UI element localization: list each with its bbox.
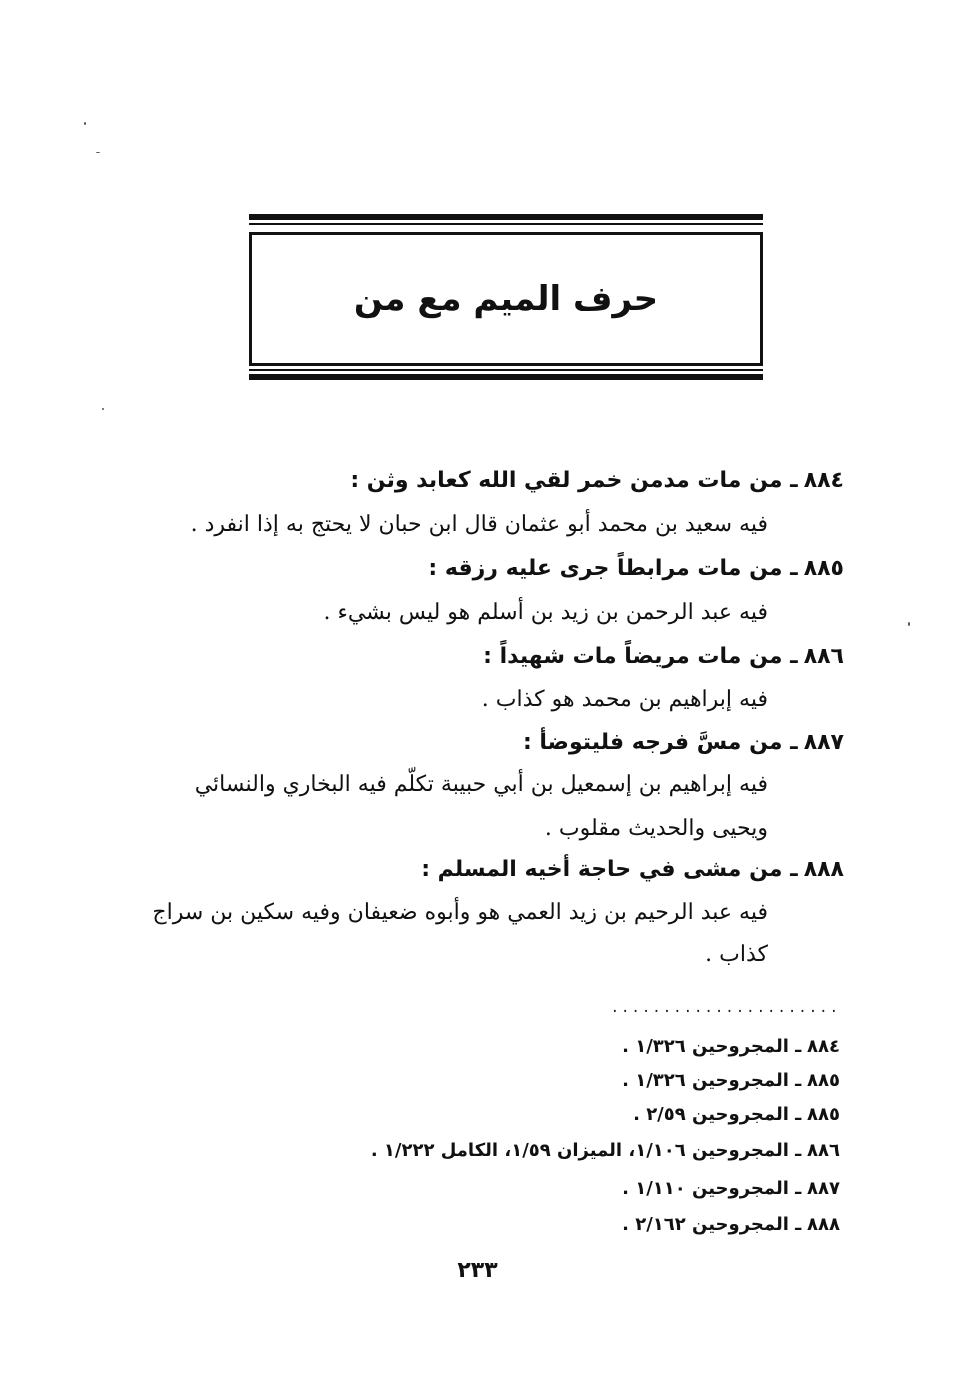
bottom-rule-thick (249, 374, 763, 380)
entry-number: ٨٨٧ (803, 730, 844, 755)
entry-body-line: فيه سعيد بن محمد أبو عثمان قال ابن حبان لا يحتج به إذا انفرد . (190, 512, 768, 537)
footnote-number: ٨٨٦ (807, 1140, 840, 1161)
footnote (622, 1034, 840, 1060)
top-rule-thick (249, 214, 763, 220)
entry-heading (523, 726, 844, 760)
entry-body-line: فيه إبراهيم بن محمد هو كذاب . (481, 687, 768, 712)
footnote-text: ـ المجروحين ١/٣٢٦ . (622, 1036, 802, 1057)
title-frame (249, 232, 763, 366)
entry-number: ٨٨٥ (803, 556, 844, 581)
bottom-rule-thin (249, 369, 763, 371)
footnote (622, 1068, 840, 1094)
entry-heading-text: من مسَّ فرجه فليتوضأ : (522, 730, 783, 755)
footnote-separator: ...................... (610, 1000, 840, 1016)
scan-speck (84, 122, 86, 125)
footnote (622, 1212, 840, 1238)
entry-number: ٨٨٦ (803, 644, 844, 669)
entry-heading-text: من مات مريضاً مات شهيداً : (483, 644, 783, 669)
entry-heading-text: من مات مرابطاً جرى عليه رزقه : (428, 556, 783, 581)
footnote-text: ـ المجروحين ١/١٠٦، الميزان ١/٥٩، الكامل ١/٢٢٢ . (370, 1140, 802, 1161)
footnote-number: ٨٨٨ (807, 1214, 840, 1235)
footnote-number: ٨٨٥ (807, 1104, 840, 1125)
footnote (371, 1138, 840, 1164)
section-title: حرف الميم مع من (353, 279, 659, 319)
entry-number: ٨٨٤ (803, 468, 844, 493)
entry-heading (421, 853, 844, 887)
entry-body-line: فيه إبراهيم بن إسمعيل بن أبي حبيبة تكلّم فيه البخاري والنسائي (194, 772, 768, 797)
entry-heading-text: من مات مدمن خمر لقي الله كعابد وثن : (350, 468, 783, 493)
top-rule-thin (249, 223, 763, 225)
scan-speck (96, 152, 100, 153)
footnote (633, 1102, 840, 1128)
page-number: ٢٣٣ (457, 1258, 498, 1283)
footnote-number: ٨٨٥ (807, 1070, 840, 1091)
entry-dash: ـ (790, 468, 798, 493)
entry-number: ٨٨٨ (803, 857, 844, 882)
footnote (622, 1176, 840, 1202)
footnote-number: ٨٨٤ (807, 1036, 840, 1057)
footnote-text: ـ المجروحين ١/٣٢٦ . (622, 1070, 802, 1091)
footnote-number: ٨٨٧ (807, 1178, 840, 1199)
entry-heading (350, 464, 844, 498)
scan-speck (908, 622, 910, 626)
entry-dash: ـ (790, 857, 798, 882)
entry-body-line: ويحيى والحديث مقلوب . (544, 816, 768, 841)
footnote-text: ـ المجروحين ١/١١٠ . (622, 1178, 802, 1199)
entry-body-line: فيه عبد الرحمن بن زيد بن أسلم هو ليس بشيء . (323, 600, 768, 625)
entry-dash: ـ (790, 556, 798, 581)
scan-speck (102, 408, 104, 410)
entry-heading (483, 640, 844, 674)
entry-body-line: فيه عبد الرحيم بن زيد العمي هو وأبوه ضعيفان وفيه سكين بن سراج (152, 900, 768, 925)
footnote-text: ـ المجروحين ٢/١٦٢ . (622, 1214, 802, 1235)
entry-heading (428, 552, 844, 586)
entry-body-line: كذاب . (705, 942, 768, 967)
entry-dash: ـ (790, 644, 798, 669)
footnote-text: ـ المجروحين ٢/٥٩ . (633, 1104, 802, 1125)
entry-dash: ـ (790, 730, 798, 755)
entry-heading-text: من مشى في حاجة أخيه المسلم : (421, 857, 783, 882)
